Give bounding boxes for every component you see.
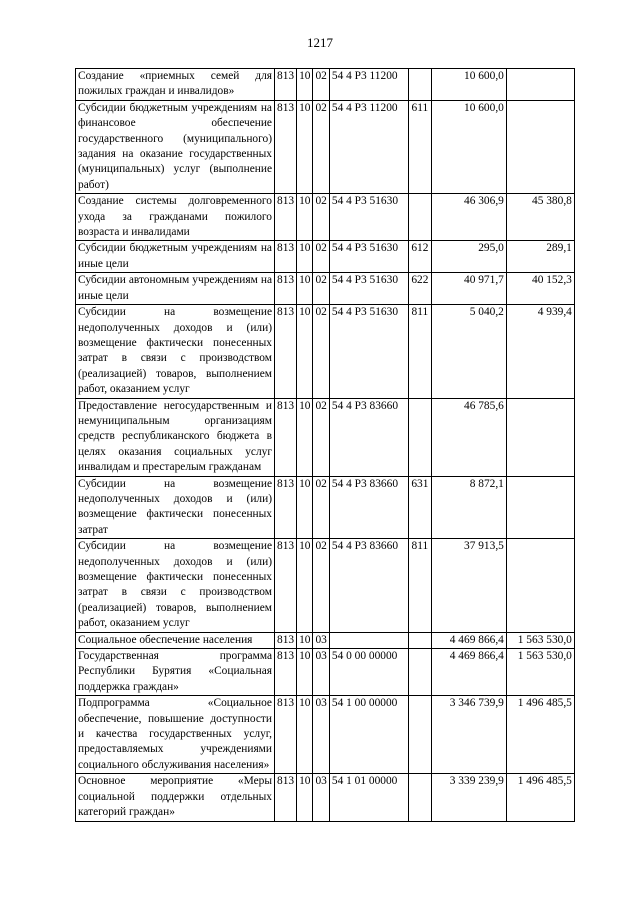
cell-grbs: 813: [275, 69, 297, 101]
cell-expense-type: 811: [408, 539, 431, 632]
cell-section: 10: [297, 241, 313, 273]
table-row: [76, 539, 575, 632]
cell-section: 10: [297, 69, 313, 101]
cell-expense-type: 631: [408, 476, 431, 539]
cell-name: Основное мероприятие «Меры социальной поддержки отдельных категорий граждан»: [76, 774, 275, 821]
cell-subsection: 02: [313, 305, 329, 398]
cell-amount-2: 1 563 530,0: [506, 649, 574, 696]
cell-target-article: [329, 632, 408, 648]
cell-section: 10: [297, 398, 313, 476]
table-row: [76, 305, 575, 398]
cell-target-article: 54 4 Р3 83660: [329, 476, 408, 539]
table-body: [76, 69, 575, 822]
cell-expense-type: [408, 696, 431, 774]
cell-target-article: 54 4 Р3 83660: [329, 398, 408, 476]
cell-amount-1: 295,0: [431, 241, 506, 273]
cell-amount-1: 3 346 739,9: [431, 696, 506, 774]
cell-grbs: 813: [275, 476, 297, 539]
cell-amount-2: 1 563 530,0: [506, 632, 574, 648]
cell-section: 10: [297, 273, 313, 305]
cell-grbs: 813: [275, 632, 297, 648]
table-row: [76, 632, 575, 648]
cell-amount-1: 4 469 866,4: [431, 632, 506, 648]
cell-name: Субсидии бюджетным учреждениям на иные цели: [76, 241, 275, 273]
table-row: [76, 194, 575, 241]
cell-amount-1: 46 785,6: [431, 398, 506, 476]
cell-amount-1: 10 600,0: [431, 100, 506, 193]
cell-subsection: 02: [313, 539, 329, 632]
cell-expense-type: 611: [408, 100, 431, 193]
cell-name: Подпрограмма «Социальное обеспечение, повышение доступности и качества государственных услуг, предоставляемых учреждениями социального обслуживания населения»: [76, 696, 275, 774]
cell-section: 10: [297, 539, 313, 632]
cell-section: 10: [297, 100, 313, 193]
cell-subsection: 02: [313, 69, 329, 101]
cell-subsection: 03: [313, 696, 329, 774]
budget-table: [75, 68, 575, 822]
cell-target-article: 54 1 00 00000: [329, 696, 408, 774]
cell-expense-type: [408, 194, 431, 241]
cell-amount-1: 3 339 239,9: [431, 774, 506, 821]
cell-grbs: 813: [275, 305, 297, 398]
cell-section: 10: [297, 649, 313, 696]
table-row: [76, 398, 575, 476]
table-row: [76, 649, 575, 696]
cell-section: 10: [297, 194, 313, 241]
cell-subsection: 03: [313, 774, 329, 821]
cell-name: Субсидии на возмещение недополученных доходов и (или) возмещение фактически понесенных затрат: [76, 476, 275, 539]
cell-expense-type: 622: [408, 273, 431, 305]
cell-amount-1: 8 872,1: [431, 476, 506, 539]
cell-amount-2: [506, 398, 574, 476]
cell-amount-2: 1 496 485,5: [506, 774, 574, 821]
cell-amount-1: 37 913,5: [431, 539, 506, 632]
cell-amount-1: 5 040,2: [431, 305, 506, 398]
cell-amount-2: [506, 100, 574, 193]
cell-subsection: 02: [313, 398, 329, 476]
cell-grbs: 813: [275, 241, 297, 273]
cell-amount-2: 4 939,4: [506, 305, 574, 398]
cell-amount-1: 40 971,7: [431, 273, 506, 305]
cell-subsection: 02: [313, 273, 329, 305]
table-row: [76, 273, 575, 305]
cell-expense-type: [408, 69, 431, 101]
table-row: [76, 100, 575, 193]
cell-subsection: 02: [313, 194, 329, 241]
table-row: [76, 241, 575, 273]
cell-grbs: 813: [275, 774, 297, 821]
cell-section: 10: [297, 632, 313, 648]
cell-name: Социальное обеспечение населения: [76, 632, 275, 648]
cell-target-article: 54 4 Р3 51630: [329, 305, 408, 398]
cell-target-article: 54 4 Р3 83660: [329, 539, 408, 632]
cell-name: Создание «приемных семей для пожилых граждан и инвалидов»: [76, 69, 275, 101]
cell-subsection: 02: [313, 241, 329, 273]
cell-amount-2: [506, 476, 574, 539]
cell-expense-type: [408, 632, 431, 648]
cell-target-article: 54 4 Р3 51630: [329, 241, 408, 273]
cell-expense-type: 612: [408, 241, 431, 273]
table-row: [76, 476, 575, 539]
cell-amount-2: 40 152,3: [506, 273, 574, 305]
cell-section: 10: [297, 774, 313, 821]
cell-section: 10: [297, 696, 313, 774]
cell-name: Субсидии бюджетным учреждениям на финансовое обеспечение государственного (муниципального) задания на оказание государственных (муниципальных) услуг (выполнение работ): [76, 100, 275, 193]
cell-grbs: 813: [275, 273, 297, 305]
cell-target-article: 54 4 Р3 51630: [329, 194, 408, 241]
cell-expense-type: 811: [408, 305, 431, 398]
cell-name: Субсидии автономным учреждениям на иные цели: [76, 273, 275, 305]
cell-name: Субсидии на возмещение недополученных доходов и (или) возмещение фактически понесенных затрат в связи с производством (реализацией) товаров, выполнением работ, оказанием услуг: [76, 305, 275, 398]
cell-amount-2: [506, 69, 574, 101]
cell-name: Предоставление негосударственным и немуниципальным организациям средств республиканского бюджета в целях оказания социальных услуг инвалидам и престарелым гражданам: [76, 398, 275, 476]
cell-subsection: 02: [313, 100, 329, 193]
cell-grbs: 813: [275, 194, 297, 241]
cell-grbs: 813: [275, 539, 297, 632]
cell-grbs: 813: [275, 100, 297, 193]
cell-expense-type: [408, 774, 431, 821]
cell-amount-1: 4 469 866,4: [431, 649, 506, 696]
cell-amount-2: 45 380,8: [506, 194, 574, 241]
cell-subsection: 03: [313, 632, 329, 648]
cell-grbs: 813: [275, 649, 297, 696]
cell-section: 10: [297, 476, 313, 539]
cell-name: Создание системы долговременного ухода за гражданами пожилого возраста и инвалидами: [76, 194, 275, 241]
cell-amount-2: 1 496 485,5: [506, 696, 574, 774]
cell-name: Субсидии на возмещение недополученных доходов и (или) возмещение фактически понесенных затрат в связи с производством (реализацией) товаров, выполнением работ, оказанием услуг: [76, 539, 275, 632]
cell-amount-2: [506, 539, 574, 632]
cell-name: Государственная программа Республики Бурятия «Социальная поддержка граждан»: [76, 649, 275, 696]
cell-amount-2: 289,1: [506, 241, 574, 273]
cell-amount-1: 10 600,0: [431, 69, 506, 101]
table-row: [76, 69, 575, 101]
cell-expense-type: [408, 398, 431, 476]
cell-section: 10: [297, 305, 313, 398]
page-number: 1217: [307, 35, 333, 50]
cell-target-article: 54 4 Р3 11200: [329, 100, 408, 193]
cell-target-article: 54 0 00 00000: [329, 649, 408, 696]
cell-subsection: 02: [313, 476, 329, 539]
cell-grbs: 813: [275, 696, 297, 774]
table-row: [76, 696, 575, 774]
cell-expense-type: [408, 649, 431, 696]
cell-amount-1: 46 306,9: [431, 194, 506, 241]
cell-target-article: 54 1 01 00000: [329, 774, 408, 821]
cell-target-article: 54 4 Р3 11200: [329, 69, 408, 101]
cell-target-article: 54 4 Р3 51630: [329, 273, 408, 305]
cell-subsection: 03: [313, 649, 329, 696]
table-row: [76, 774, 575, 821]
cell-grbs: 813: [275, 398, 297, 476]
